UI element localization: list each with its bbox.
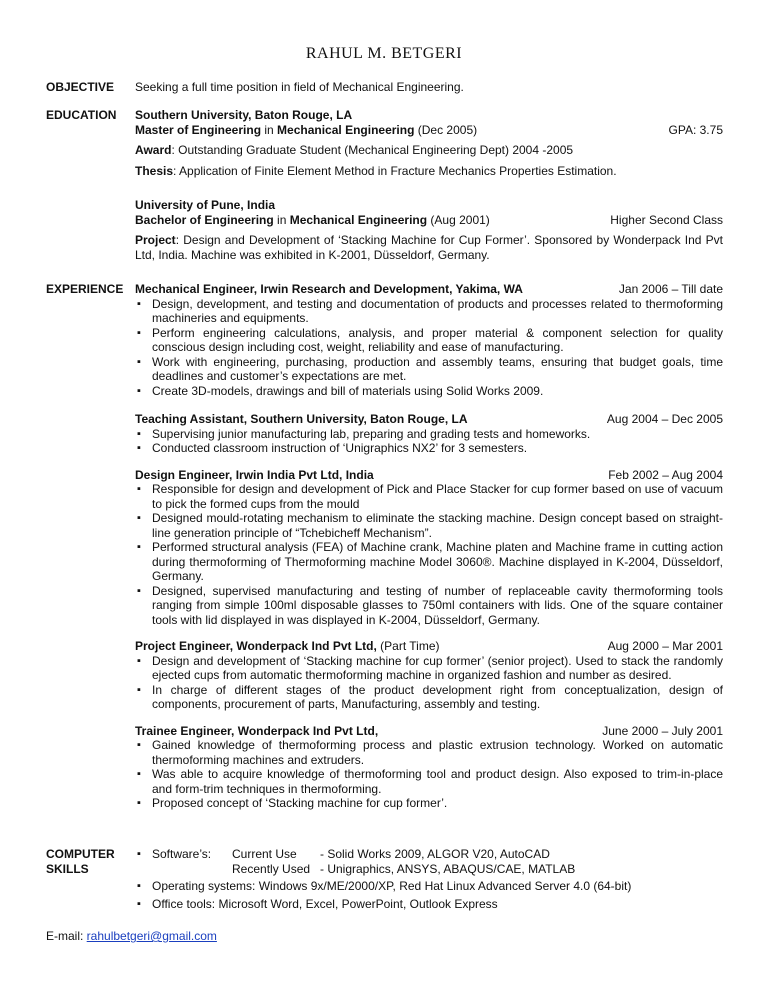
contact-email: E-mail: rahulbetgeri@gmail.com: [46, 929, 217, 943]
job-bullet: ▪ Performed structural analysis (FEA) of Machine crank, Machine platen and Machine frame in cutting action during thermoforming of Thermoforming machine Model 3060®. Machine displayed in K-2004, Düsseldorf, Germany.: [135, 540, 723, 584]
software-skills: ▪ Software’s: Current Use - Solid Works 2009, ALGOR V20, AutoCAD Recently Used - Unigraphics, ANSYS, ABAQUS/CAE, MATLAB: [135, 847, 723, 876]
job-bullet: ▪ Designed mould-rotating mechanism to eliminate the stacking machine. Design concept based on straight-line generation principle of “Tchebicheff Mechanism”.: [135, 511, 723, 540]
email-link[interactable]: rahulbetgeri@gmail.com: [86, 929, 217, 943]
degree-field: Mechanical Engineering: [289, 212, 428, 227]
job-bullet: ▪ Proposed concept of ‘Stacking machine for cup former’.: [135, 796, 723, 811]
education-label: EDUCATION: [46, 108, 117, 122]
project: Project: Design and Development of ‘Stacking Machine for Cup Former’. Sponsored by Wonderpack Ind Pvt Ltd, India. Machine was exhibited in K-2001, Düsseldorf, Germany.: [135, 233, 723, 262]
job-bullet: ▪ Work with engineering, purchasing, production and assembly teams, ensuring that budget goals, time deadlines and customer’s expectations are met.: [135, 355, 723, 384]
job-bullet: ▪ Was able to acquire knowledge of thermoforming tool and product design. Also exposed to trim-in-place and form-trim techniques in thermoforming.: [135, 767, 723, 796]
job-bullet: ▪ Gained knowledge of thermoforming process and plastic extrusion technology. Worked on automatic thermoforming machines and extruders.: [135, 738, 723, 767]
job-entry: Project Engineer, Wonderpack Ind Pvt Ltd, (Part Time) Aug 2000 – Mar 2001 ▪ Design and development of ‘Stacking machine for cup former’ (senior project). Used to stack the randomly ejected cups from automatic thermoforming machine in organized fashion and number as desired. ▪ In charge of different stages of the product development right from conceptualization, design of components, procurement of parts, Manufacturing, assembly and testing.: [135, 639, 723, 712]
job-title: Trainee Engineer, Wonderpack Ind Pvt Ltd,: [135, 723, 379, 738]
degree-row: Master of Engineering in Mechanical Engineering (Dec 2005) GPA: 3.75: [135, 122, 723, 137]
job-title: Teaching Assistant, Southern University, Baton Rouge, LA: [135, 412, 468, 426]
job-entry: [135, 412, 723, 456]
job-dates: Aug 2004 – Dec 2005: [606, 412, 723, 426]
job-dates: Aug 2000 – Mar 2001: [607, 639, 723, 653]
degree-row: Bachelor of Engineering in Mechanical Engineering (Aug 2001) Higher Second Class: [135, 212, 723, 227]
skills-label: COMPUTER SKILLS: [46, 847, 115, 876]
degree-date: (Aug 2001): [427, 212, 490, 227]
job-bullet: ▪ Conducted classroom instruction of ‘Unigraphics NX2’ for 3 semesters.: [135, 441, 723, 456]
job-bullet: ▪ Create 3D-models, drawings and bill of materials using Solid Works 2009.: [135, 384, 723, 399]
os-skills: ▪ Operating systems: Windows 9x/ME/2000/XP, Red Hat Linux Advanced Server 4.0 (64-bit): [135, 879, 723, 894]
job-bullet: ▪ Designed, supervised manufacturing and testing of number of replaceable cavity thermoforming tools ranging from simple 100ml disposable glasses to 750ml containers with lids. One of the square container tools with lid displayed in was displayed in K-2004, Düsseldorf, Germany.: [135, 584, 723, 628]
job-title: Mechanical Engineer, Irwin Research and Development, Yakima, WA: [135, 282, 523, 296]
experience-label: EXPERIENCE: [46, 282, 124, 296]
school-name: Southern University, Baton Rouge, LA: [135, 108, 353, 122]
office-skills: ▪ Office tools: Microsoft Word, Excel, PowerPoint, Outlook Express: [135, 897, 723, 912]
objective-label: OBJECTIVE: [46, 80, 115, 94]
skills-list: [135, 847, 723, 911]
thesis: Thesis: Application of Finite Element Method in Fracture Mechanics Properties Estimation.: [135, 163, 617, 178]
job-bullet: ▪ Responsible for design and development of Pick and Place Stacker for cup former based on use of vacuum to pick the formed cups from the mould: [135, 482, 723, 511]
objective-text: Seeking a full time position in field of Mechanical Engineering.: [135, 80, 464, 94]
education-entry: [135, 108, 723, 178]
job-entry: [135, 282, 723, 398]
award: Award: Outstanding Graduate Student (Mechanical Engineering Dept) 2004 -2005: [135, 143, 574, 157]
degree-field: Mechanical Engineering: [277, 122, 415, 137]
degree: Bachelor of Engineering: [135, 212, 274, 227]
candidate-name: RAHUL M. BETGERI: [305, 45, 463, 62]
school-name: University of Pune, India: [135, 198, 276, 212]
job-dates: June 2000 – July 2001: [602, 723, 723, 738]
degree: Master of Engineering: [135, 122, 262, 137]
job-bullet: ▪ Perform engineering calculations, analysis, and proper material & component selection for quality conscious design including cost, weight, reliability and ease of manufacturing.: [135, 326, 723, 355]
job-dates: Feb 2002 – Aug 2004: [608, 467, 723, 482]
education-entry: [135, 198, 723, 262]
job-title: Design Engineer, Irwin India Pvt Ltd, India: [135, 467, 374, 482]
job-bullet: ▪ Supervising junior manufacturing lab, preparing and grading tests and homeworks.: [135, 427, 723, 442]
job-bullet: ▪ Design and development of ‘Stacking machine for cup former’ (senior project). Used to stack the randomly ejected cups from automatic thermoforming machine in organized fashion and number as desired.: [135, 654, 723, 683]
experience-list: [135, 282, 723, 823]
job-entry: [135, 724, 723, 811]
job-bullet: ▪ Design, development, and testing and documentation of products and processes related to thermoforming machineries and equipments.: [135, 297, 723, 326]
gpa: GPA: 3.75: [668, 122, 723, 137]
job-dates: Jan 2006 – Till date: [618, 282, 723, 296]
job-entry: [135, 468, 723, 628]
degree-date: (Dec 2005): [414, 122, 478, 137]
degree-class: Higher Second Class: [610, 212, 723, 227]
job-title: Project Engineer, Wonderpack Ind Pvt Ltd,: [135, 639, 377, 653]
job-bullet: ▪ In charge of different stages of the product development right from conceptualization, design of components, procurement of parts, Manufacturing, assembly and testing.: [135, 683, 723, 712]
